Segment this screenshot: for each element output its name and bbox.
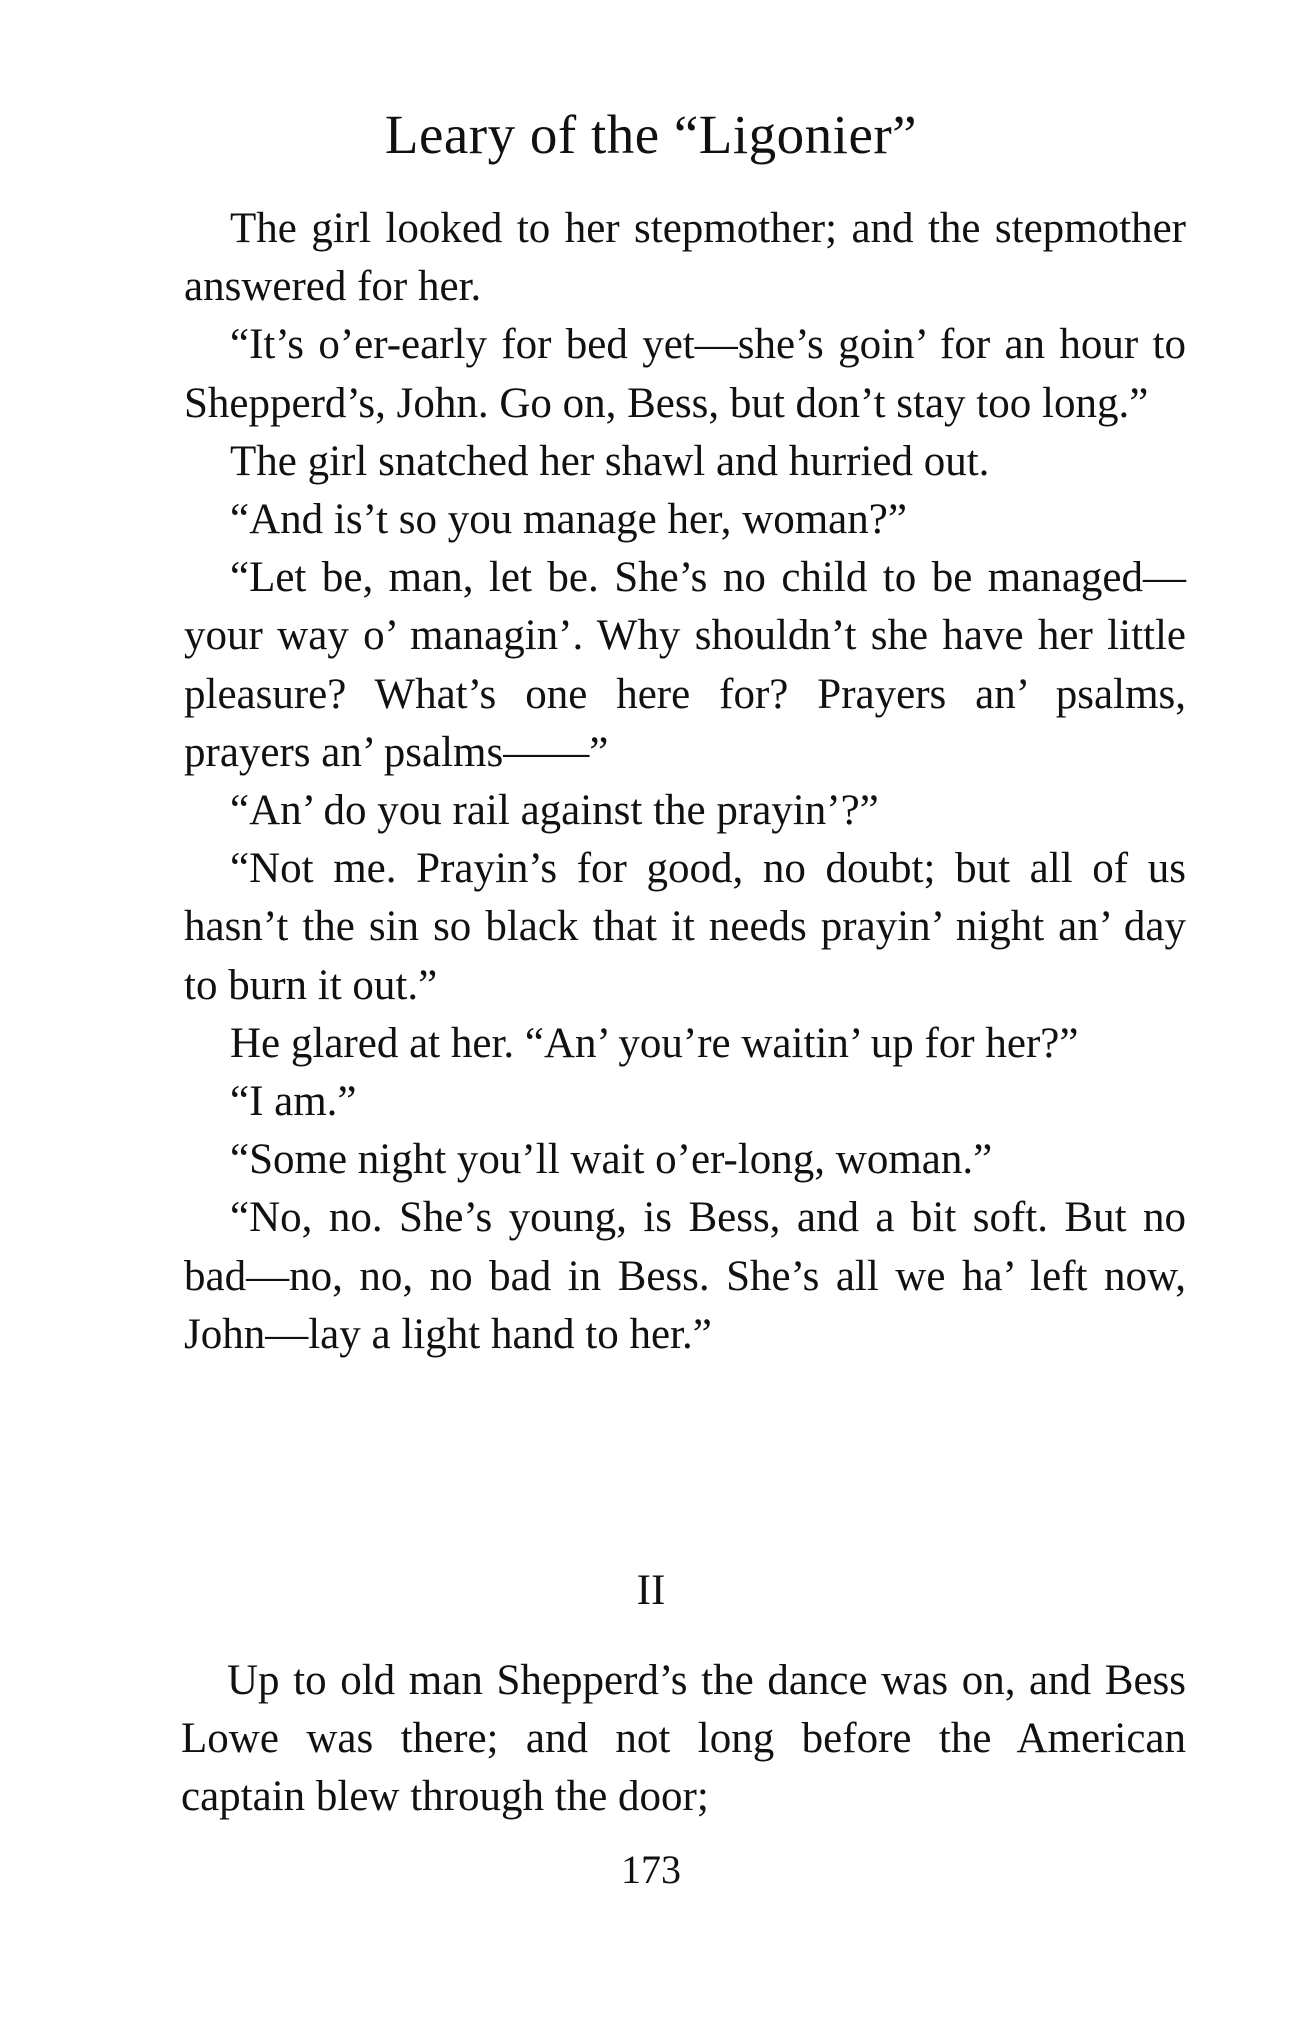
paragraph: “An’ do you rail against the prayin’?” bbox=[230, 787, 879, 835]
paragraph: “And is’t so you manage her, woman?” bbox=[230, 496, 907, 544]
section-body-text bbox=[181, 1652, 1186, 1827]
paragraph: The girl looked to her stepmother; and the stepmother answered for her. bbox=[184, 205, 1186, 311]
paragraph: “I am.” bbox=[230, 1078, 357, 1126]
paragraph: “No, no. She’s young, is Bess, and a bit soft. But no bad—no, no, no bad in Bess. She’s all we ha’ left now, John—lay a light hand to her.” bbox=[184, 1194, 1186, 1358]
paragraph: He glared at her. “An’ you’re waitin’ up for her?” bbox=[230, 1019, 1079, 1067]
paragraph: “Not me. Prayin’s for good, no doubt; but all of us hasn’t the sin so black that it needs prayin’ night an’ day to burn it out.” bbox=[184, 845, 1186, 1009]
paragraph: Up to old man Shepperd’s the dance was on, and Bess Lowe was there; and not long before the American captain blew through the door; bbox=[181, 1657, 1186, 1821]
section-numeral: II bbox=[636, 1567, 666, 1614]
paragraph: “Some night you’ll wait o’er-long, woman.” bbox=[230, 1136, 993, 1184]
paragraph: “Let be, man, let be. She’s no child to be managed—your way o’ managin’. Why shouldn’t she have her little pleasure? What’s one here for? Prayers an’ psalms, prayers an’ psalms——” bbox=[184, 554, 1186, 776]
paragraph: The girl snatched her shawl and hurried out. bbox=[230, 437, 990, 485]
page-number: 173 bbox=[621, 1847, 681, 1892]
running-title: Leary of the “Ligonier” bbox=[384, 104, 918, 165]
body-text bbox=[184, 200, 1186, 1364]
paragraph: “It’s o’er-early for bed yet—she’s goin’ for an hour to Shepperd’s, John. Go on, Bess, but don’t stay too long.” bbox=[184, 321, 1186, 427]
